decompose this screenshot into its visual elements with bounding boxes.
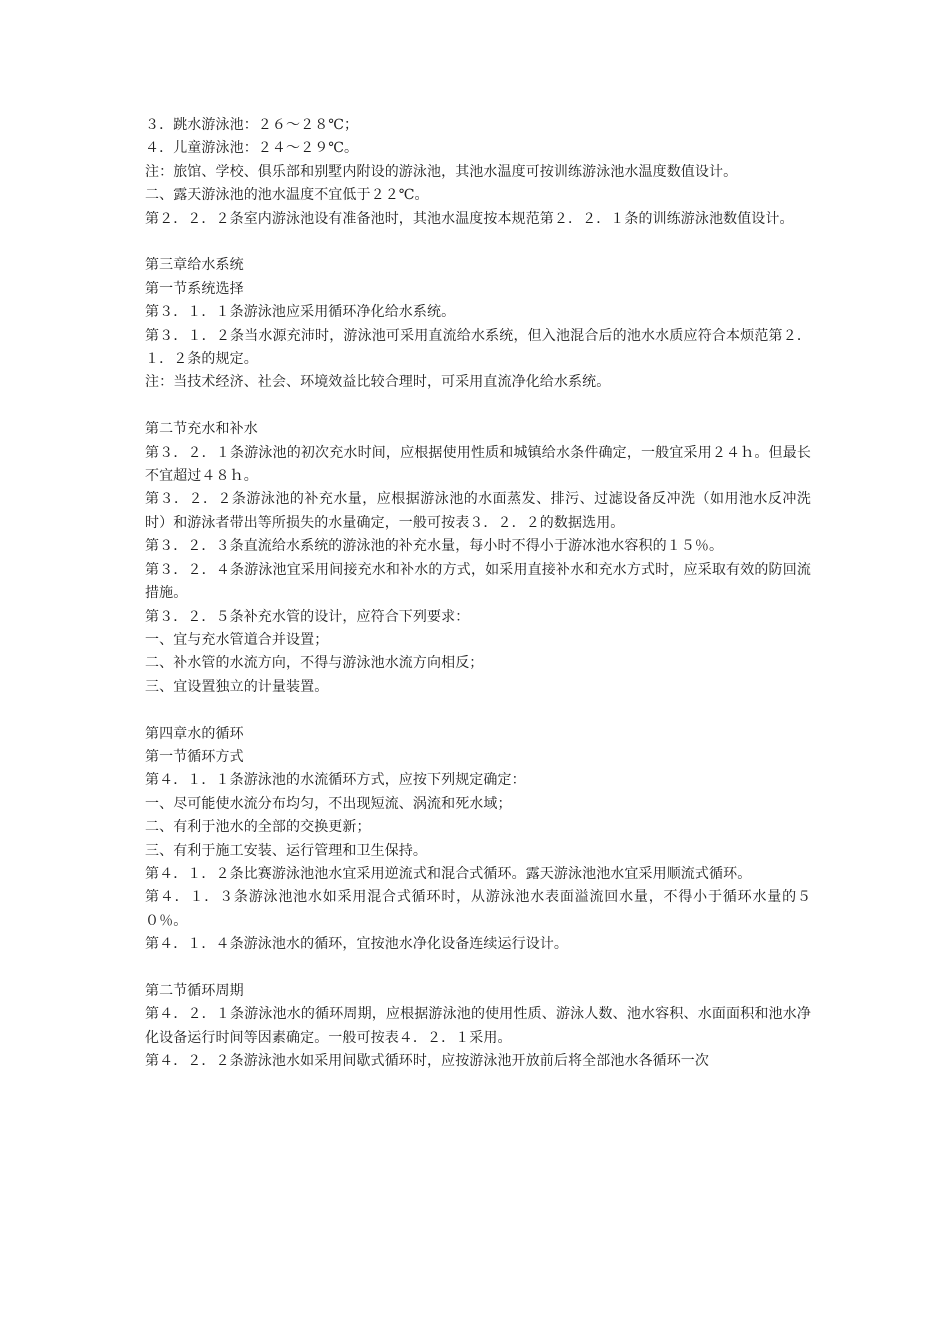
document-body bbox=[145, 114, 811, 1074]
text-line: 第３．２．３条直流给水系统的游泳池的补充水量，每小时不得小于游冰池水容积的１５％。 bbox=[145, 538, 724, 555]
text-line: 第一节循环方式 bbox=[145, 748, 244, 765]
text-line: 第３．２．２条游泳池的补充水量，应根据游泳池的水面蒸发、排污、过滤设备反冲洗（如用池水反冲洗时）和游泳者带出等所损失的水量确定，一般可按表３．２．２的数据选用。 bbox=[145, 491, 811, 531]
text-line: 二、露天游泳池的池水温度不宜低于２２℃。 bbox=[145, 187, 429, 204]
paragraph-spacer bbox=[145, 395, 811, 418]
text-line: 第３．２．４条游泳池宜采用间接充水和补水的方式，如采用直接补水和充水方式时，应采取有效的防回流措施。 bbox=[145, 561, 811, 602]
paragraph-spacer bbox=[145, 699, 811, 722]
text-line: 一、宜与充水管道合并设置； bbox=[145, 631, 329, 648]
text-line: 第二节循环周期 bbox=[145, 982, 244, 999]
text-line: 注：当技术经济、社会、环境效益比较合理时，可采用直流净化给水系统。 bbox=[145, 374, 611, 391]
text-line: 第三章给水系统 bbox=[145, 257, 244, 274]
text-line: 二、补水管的水流方向，不得与游泳池水流方向相反； bbox=[145, 655, 484, 672]
text-line: ４．儿童游泳池：２４～２９℃。 bbox=[145, 140, 359, 157]
text-line: 三、有利于施工安装、运行管理和卫生保持。 bbox=[145, 842, 427, 859]
text-line: 第４．１．１条游泳池的水流循环方式，应按下列规定确定： bbox=[145, 772, 526, 789]
text-line: 二、有利于池水的全部的交换更新； bbox=[145, 819, 371, 836]
text-line: 第４．２．１条游泳池水的循环周期，应根据游泳池的使用性质、游泳人数、池水容积、水面面积和池水净化设备运行时间等因素确定。一般可按表４．２．１采用。 bbox=[145, 1006, 811, 1046]
text-line: 注：旅馆、学校、俱乐部和别墅内附设的游泳池，其池水温度可按训练游泳池水温度数值设计。 bbox=[145, 163, 738, 180]
text-line: 第３．２．５条补充水管的设计，应符合下列要求： bbox=[145, 608, 470, 625]
text-line: 第四章水的循环 bbox=[145, 725, 244, 742]
text-line: 第３．１．１条游泳池应采用循环净化给水系统。 bbox=[145, 304, 456, 321]
text-line: 第４．１．３条游泳池池水如采用混合式循环时，从游泳池水表面溢流回水量，不得小于循环水量的５０％。 bbox=[145, 889, 811, 929]
paragraph-spacer bbox=[145, 231, 811, 254]
text-line: 第２．２．２条室内游泳池设有准备池时，其池水温度按本规范第２．２．１条的训练游泳池数值设计。 bbox=[145, 210, 794, 227]
paragraph-spacer bbox=[145, 957, 811, 980]
text-line: 第３．１．２条当水源充沛时，游泳池可采用直流给水系统，但入池混合后的池水水质应符合本烦范第２．１．２条的规定。 bbox=[145, 327, 811, 368]
text-line: 第二节充水和补水 bbox=[145, 421, 258, 438]
text-line: 第３．２．１条游泳池的初次充水时间，应根据使用性质和城镇给水条件确定，一般宜采用２４ｈ。但最长不宜超过４８ｈ。 bbox=[145, 444, 811, 485]
text-line: 一、尽可能使水流分布均匀，不出现短流、涡流和死水域； bbox=[145, 795, 512, 812]
text-line: 第４．１．２条比赛游泳池池水宜采用逆流式和混合式循环。露天游泳池池水宜采用顺流式循环。 bbox=[145, 865, 752, 882]
text-line: ３．跳水游泳池：２６～２８℃； bbox=[145, 117, 359, 133]
text-line: 三、宜设置独立的计量装置。 bbox=[145, 678, 329, 695]
text-line: 第一节系统选择 bbox=[145, 280, 244, 297]
text-line: 第４．１．４条游泳池水的循环，宜按池水净化设备连续运行设计。 bbox=[145, 936, 568, 953]
text-line: 第４．２．２条游泳池水如采用间歇式循环时，应按游泳池开放前后将全部池水各循环一次 bbox=[145, 1053, 709, 1070]
